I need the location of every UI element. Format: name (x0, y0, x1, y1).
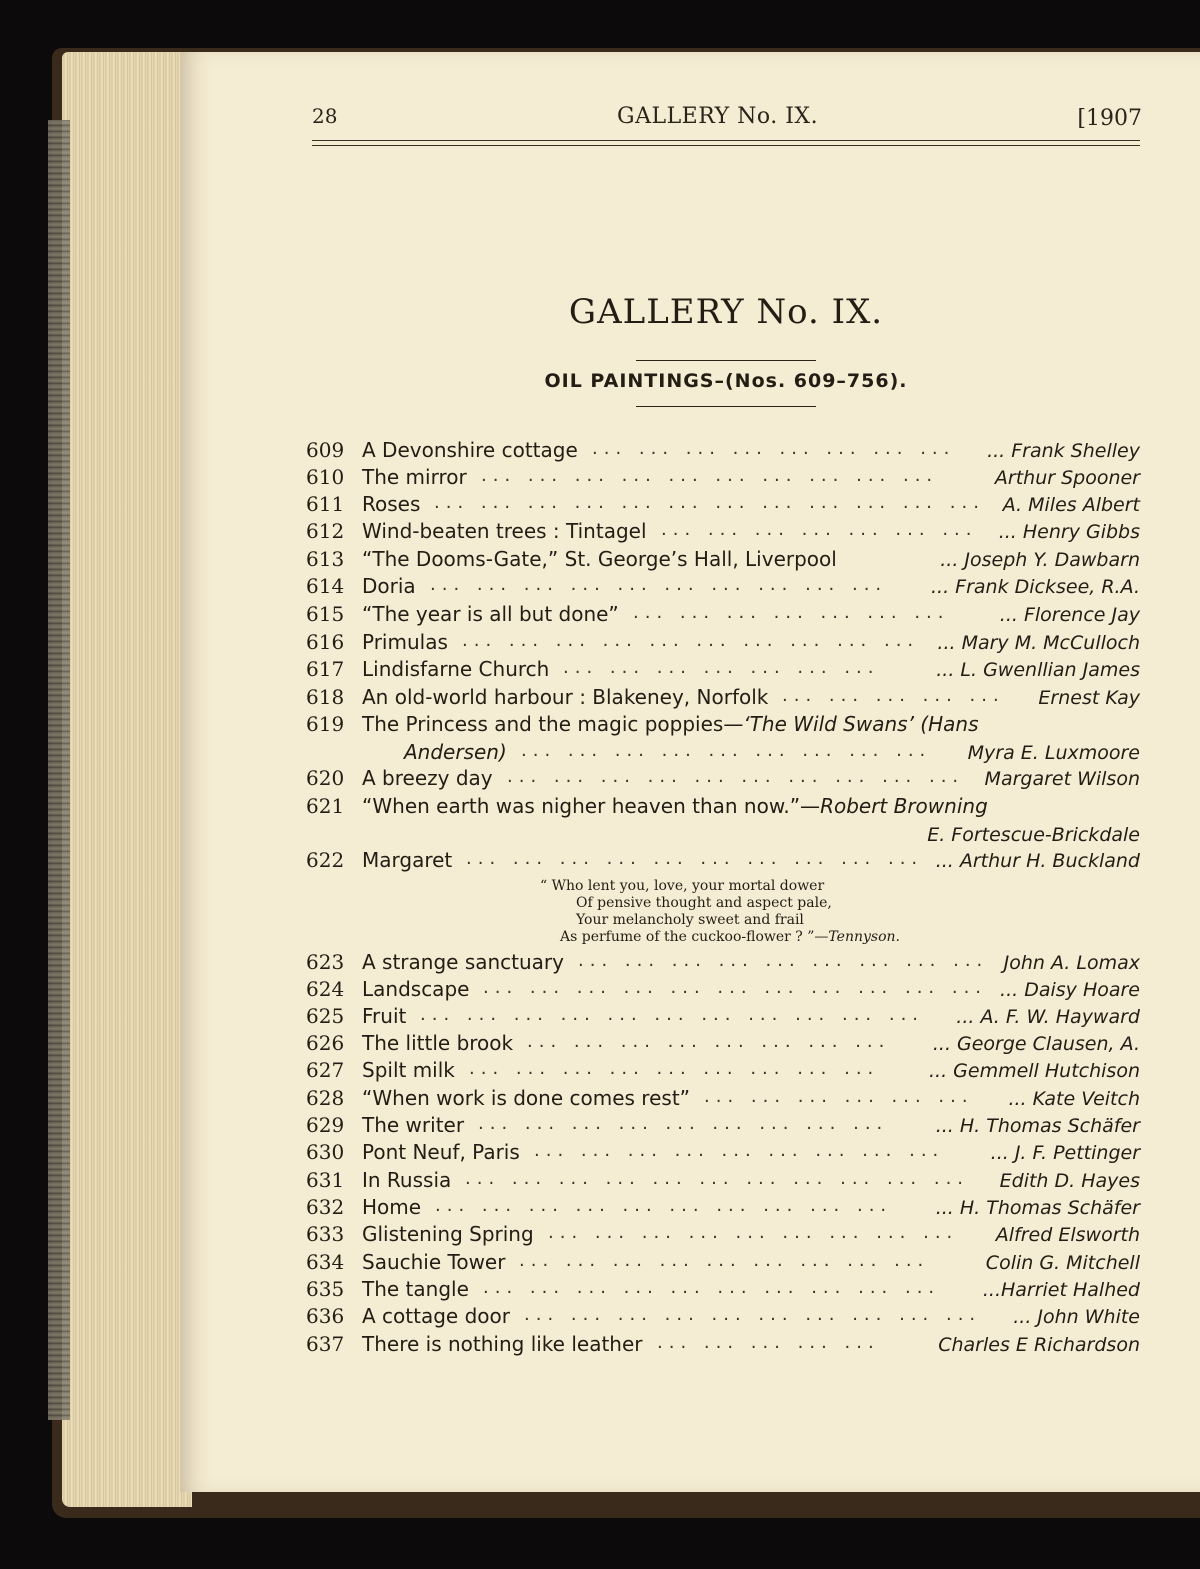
catalogue-entry (306, 547, 1140, 574)
entry-number: 630 (306, 1140, 345, 1164)
entry-title-text: “When work is done comes rest” (362, 1086, 691, 1110)
page-edges (62, 52, 192, 1507)
entry-title (362, 630, 448, 654)
entry-artist: Charles E Richardson (938, 1334, 1140, 1356)
entry-artist: ... A. F. W. Hayward (956, 1006, 1140, 1028)
entry-artist: Ernest Kay (1038, 687, 1140, 709)
entry-artist: Alfred Elsworth (995, 1224, 1140, 1246)
section-subtitle: OIL PAINTINGS–(Nos. 609–756). (544, 370, 908, 392)
entry-title (362, 794, 988, 818)
catalogue-entry (306, 1250, 1140, 1277)
entry-number: 619 (306, 712, 345, 736)
entry-title-text: A Devonshire cottage (362, 438, 578, 462)
page-title: GALLERY No. IX. (568, 292, 884, 332)
entry-artist: Margaret Wilson (984, 768, 1140, 790)
entry-artist: E. Fortescue-Brickdale (927, 824, 1140, 846)
catalogue-entry (306, 1031, 1140, 1058)
entry-number: 612 (306, 519, 345, 543)
entry-title-text: A strange sanctuary (362, 950, 564, 974)
catalogue-entry (306, 438, 1140, 465)
entry-number: 621 (306, 794, 345, 818)
entry-title-italic: ‘The Wild Swans’ (Hans (743, 712, 979, 736)
leader-dots: ... ... ... ... ... ... ... ... (592, 438, 956, 459)
entry-artist: ... H. Thomas Schäfer (935, 1115, 1140, 1137)
entry-title (362, 519, 647, 543)
entry-title-text: Roses (362, 492, 421, 516)
entry-title-text: A breezy day (362, 766, 493, 790)
title-rule-top (636, 360, 816, 361)
title-rule-bottom (636, 406, 816, 407)
quote-line: “ Who lent you, love, your mortal dower (540, 878, 825, 894)
entry-artist: Myra E. Luxmoore (967, 742, 1140, 764)
entry-title-text: A cottage door (362, 1304, 510, 1328)
leader-dots: ... ... ... ... ... ... ... ... ... (578, 950, 989, 971)
entry-title (362, 492, 420, 516)
entry-artist: A. Miles Albert (1002, 494, 1140, 516)
quote-line: As perfume of the cuckoo-flower ? ” (560, 929, 815, 945)
quote-attribution: —Tennyson. (814, 929, 900, 945)
leader-dots: ... ... ... ... ... ... ... ... ... ... ... ... (434, 492, 985, 513)
catalogue-entry (306, 950, 1140, 977)
entry-artist: ... Arthur H. Buckland (935, 850, 1140, 872)
running-head-title: GALLERY No. IX. (617, 104, 819, 129)
entry-title-text: “The year is all but done” (362, 602, 619, 626)
entry-number: 629 (306, 1113, 345, 1137)
catalogue-entry (306, 657, 1140, 684)
entry-artist: ... L. Gwenllian James (936, 659, 1140, 681)
catalogue-entry (306, 1058, 1140, 1085)
entry-number: 632 (306, 1195, 345, 1219)
leader-dots: ... ... ... ... ... ... ... ... ... ... (466, 848, 924, 869)
entry-number: 624 (306, 977, 345, 1001)
entry-title (362, 1277, 469, 1301)
entry-number: 618 (306, 685, 345, 709)
entry-number: 611 (306, 492, 345, 516)
entry-artist: ... Daisy Hoare (1000, 979, 1140, 1001)
entry-title (362, 766, 493, 790)
entry-title-text: Sauchie Tower (362, 1250, 506, 1274)
entry-title (362, 1332, 643, 1356)
entry-artist: ... Joseph Y. Dawbarn (940, 549, 1140, 571)
leader-dots: ... ... ... ... ... ... (704, 1086, 974, 1107)
catalogue-entry (306, 574, 1140, 601)
entry-title (362, 950, 564, 974)
entry-title (362, 1058, 455, 1082)
entry-title (362, 1222, 534, 1246)
catalogue-entry (306, 1195, 1140, 1222)
entry-title (362, 1304, 510, 1328)
book-spine-edge (48, 120, 70, 1420)
entry-title-text: Pont Neuf, Paris (362, 1140, 520, 1164)
entry-artist: ... John White (1013, 1306, 1140, 1328)
entry-number: 622 (306, 848, 345, 872)
entry-title-text: The tangle (362, 1277, 469, 1301)
entry-artist: ... Kate Veitch (1008, 1088, 1140, 1110)
header-rule (312, 140, 1140, 146)
tennyson-quote (540, 878, 960, 946)
leader-dots: ... ... ... ... ... ... ... (633, 602, 950, 623)
entry-artist: ... Gemmell Hutchison (929, 1060, 1140, 1082)
entry-number: 636 (306, 1304, 345, 1328)
leader-dots: ... ... ... ... ... ... ... (661, 519, 978, 540)
entry-artist: Arthur Spooner (994, 467, 1140, 489)
catalogue-entry (306, 465, 1140, 492)
quote-line: Your melancholy sweet and frail (576, 912, 804, 928)
leader-dots: ... ... ... ... ... ... ... ... ... (478, 1113, 889, 1134)
entry-artist: ... H. Thomas Schäfer (935, 1197, 1140, 1219)
page-number: 28 (312, 104, 338, 128)
entry-title-text: “The Dooms-Gate,” St. George’s Hall, Liverpool (362, 547, 837, 571)
catalogue-entry (306, 1277, 1140, 1304)
entry-title (362, 1004, 406, 1028)
entry-title (362, 465, 467, 489)
entry-artist: ...Harriet Halhed (982, 1279, 1140, 1301)
entry-title (362, 1113, 464, 1137)
entry-title (362, 1195, 421, 1219)
entry-title-text: Wind-beaten trees : Tintagel (362, 519, 647, 543)
entry-title-text: An old-world harbour : Blakeney, Norfolk (362, 685, 769, 709)
entry-number: 620 (306, 766, 345, 790)
entry-title-text: Landscape (362, 977, 470, 1001)
running-head (312, 104, 1142, 134)
entry-title (362, 657, 549, 681)
catalogue-entry (306, 492, 1140, 519)
entry-number: 616 (306, 630, 345, 654)
leader-dots: ... ... ... ... ... ... ... ... ... ... (507, 766, 965, 787)
entry-artist: ... George Clausen, A. (932, 1033, 1140, 1055)
entry-title-text: Glistening Spring (362, 1222, 534, 1246)
entry-title (362, 977, 469, 1001)
entry-artist: ... Frank Dicksee, R.A. (931, 576, 1140, 598)
entry-title (362, 438, 578, 462)
leader-dots: ... ... ... ... ... ... ... ... ... (548, 1222, 959, 1243)
entry-title-text: The mirror (362, 465, 467, 489)
leader-dots: ... ... ... ... ... ... ... ... (527, 1031, 891, 1052)
leader-dots: ... ... ... ... ... ... ... ... ... (519, 1250, 930, 1271)
entry-title-continued: Andersen) (404, 740, 507, 764)
leader-dots: ... ... ... ... ... (782, 685, 1005, 706)
leader-dots: ... ... ... ... ... ... ... ... ... ... (483, 1277, 941, 1298)
catalogue-entry (306, 1140, 1140, 1167)
entry-title (362, 547, 837, 571)
entry-number: 623 (306, 950, 345, 974)
entry-number: 627 (306, 1058, 345, 1082)
entry-artist: ... Henry Gibbs (998, 521, 1140, 543)
entry-number: 625 (306, 1004, 345, 1028)
leader-dots: ... ... ... ... ... ... ... ... ... ... (524, 1304, 982, 1325)
entry-title (362, 1140, 520, 1164)
entry-title (362, 1086, 690, 1110)
leader-dots: ... ... ... ... ... ... ... ... ... ... ... (483, 977, 988, 998)
entry-number: 633 (306, 1222, 345, 1246)
entry-title-text: The little brook (362, 1031, 514, 1055)
entry-title-text: In Russia (362, 1168, 452, 1192)
leader-dots: ... ... ... ... ... ... ... ... ... ... ... (465, 1168, 970, 1189)
entry-title (362, 712, 979, 736)
entry-title-text: Spilt milk (362, 1058, 455, 1082)
entry-artist: ... Mary M. McCulloch (937, 632, 1140, 654)
entry-title-text: Lindisfarne Church (362, 657, 550, 681)
entry-title (362, 574, 416, 598)
catalogue-entry (306, 712, 1140, 739)
entry-title (362, 602, 619, 626)
entry-title-text: Margaret (362, 848, 453, 872)
entry-artist: ... Florence Jay (999, 604, 1140, 626)
catalogue-entry (306, 519, 1140, 546)
catalogue-entry (306, 1113, 1140, 1140)
entry-title (362, 685, 768, 709)
entry-title (362, 1250, 505, 1274)
leader-dots: ... ... ... ... ... ... ... ... ... ... (430, 574, 888, 595)
leader-dots: ... ... ... ... ... ... ... ... ... ... (435, 1195, 893, 1216)
catalogue-entry (306, 977, 1140, 1004)
catalogue-entry (306, 766, 1140, 793)
entry-title (362, 848, 452, 872)
entry-number: 631 (306, 1168, 345, 1192)
entry-number: 637 (306, 1332, 345, 1356)
leader-dots: ... ... ... ... ... (657, 1332, 880, 1353)
entry-number: 617 (306, 657, 345, 681)
entry-number: 626 (306, 1031, 345, 1055)
entry-continuation (306, 822, 1140, 849)
catalogue-entry (306, 1168, 1140, 1195)
entry-title (362, 1031, 513, 1055)
leader-dots: ... ... ... ... ... ... ... ... ... ... ... (420, 1004, 925, 1025)
entry-number: 610 (306, 465, 345, 489)
running-head-year: [1907 (1077, 106, 1142, 131)
entry-number: 635 (306, 1277, 345, 1301)
entry-title-text: Home (362, 1195, 422, 1219)
entry-title-text: “When earth was nigher heaven than now.”— (362, 794, 821, 818)
entry-number: 615 (306, 602, 345, 626)
entry-artist: Colin G. Mitchell (985, 1252, 1140, 1274)
entry-number: 634 (306, 1250, 345, 1274)
quote-line: Of pensive thought and aspect pale, (576, 895, 832, 911)
catalogue-entry (306, 794, 1140, 821)
catalogue-entry (306, 1222, 1140, 1249)
catalogue-entry (306, 1304, 1140, 1331)
entry-title-text: Primulas (362, 630, 448, 654)
entry-title-text: Fruit (362, 1004, 407, 1028)
catalogue-entry (306, 685, 1140, 712)
entry-title-text: Doria (362, 574, 416, 598)
leader-dots: ... ... ... ... ... ... ... (563, 657, 880, 678)
quote-last-line (540, 929, 960, 946)
leader-dots: ... ... ... ... ... ... ... ... ... ... (481, 465, 939, 486)
entry-number: 613 (306, 547, 345, 571)
leader-dots: ... ... ... ... ... ... ... ... ... (469, 1058, 880, 1079)
leader-dots: ... ... ... ... ... ... ... ... ... (521, 740, 932, 761)
entry-continuation (306, 740, 1140, 767)
catalogue-entry (306, 630, 1140, 657)
catalogue-entry (306, 602, 1140, 629)
entry-title-text: The writer (362, 1113, 465, 1137)
catalogue-entry (306, 1086, 1140, 1113)
entry-artist: ... Frank Shelley (987, 440, 1140, 462)
entry-number: 614 (306, 574, 345, 598)
entry-title-text: The Princess and the magic poppies— (362, 712, 744, 736)
leader-dots: ... ... ... ... ... ... ... ... ... ... (462, 630, 920, 651)
entry-artist: Edith D. Hayes (999, 1170, 1140, 1192)
entry-title-text: There is nothing like leather (362, 1332, 643, 1356)
leader-dots: ... ... ... ... ... ... ... ... ... (534, 1140, 945, 1161)
entry-artist: John A. Lomax (1003, 952, 1140, 974)
entry-title-italic: Robert Browning (820, 794, 988, 818)
catalogue-entry (306, 1004, 1140, 1031)
entry-number: 609 (306, 438, 345, 462)
entry-number: 628 (306, 1086, 345, 1110)
catalogue-entry (306, 1332, 1140, 1359)
catalogue-entry (306, 848, 1140, 875)
entry-title (362, 1168, 451, 1192)
entry-artist: ... J. F. Pettinger (990, 1142, 1140, 1164)
